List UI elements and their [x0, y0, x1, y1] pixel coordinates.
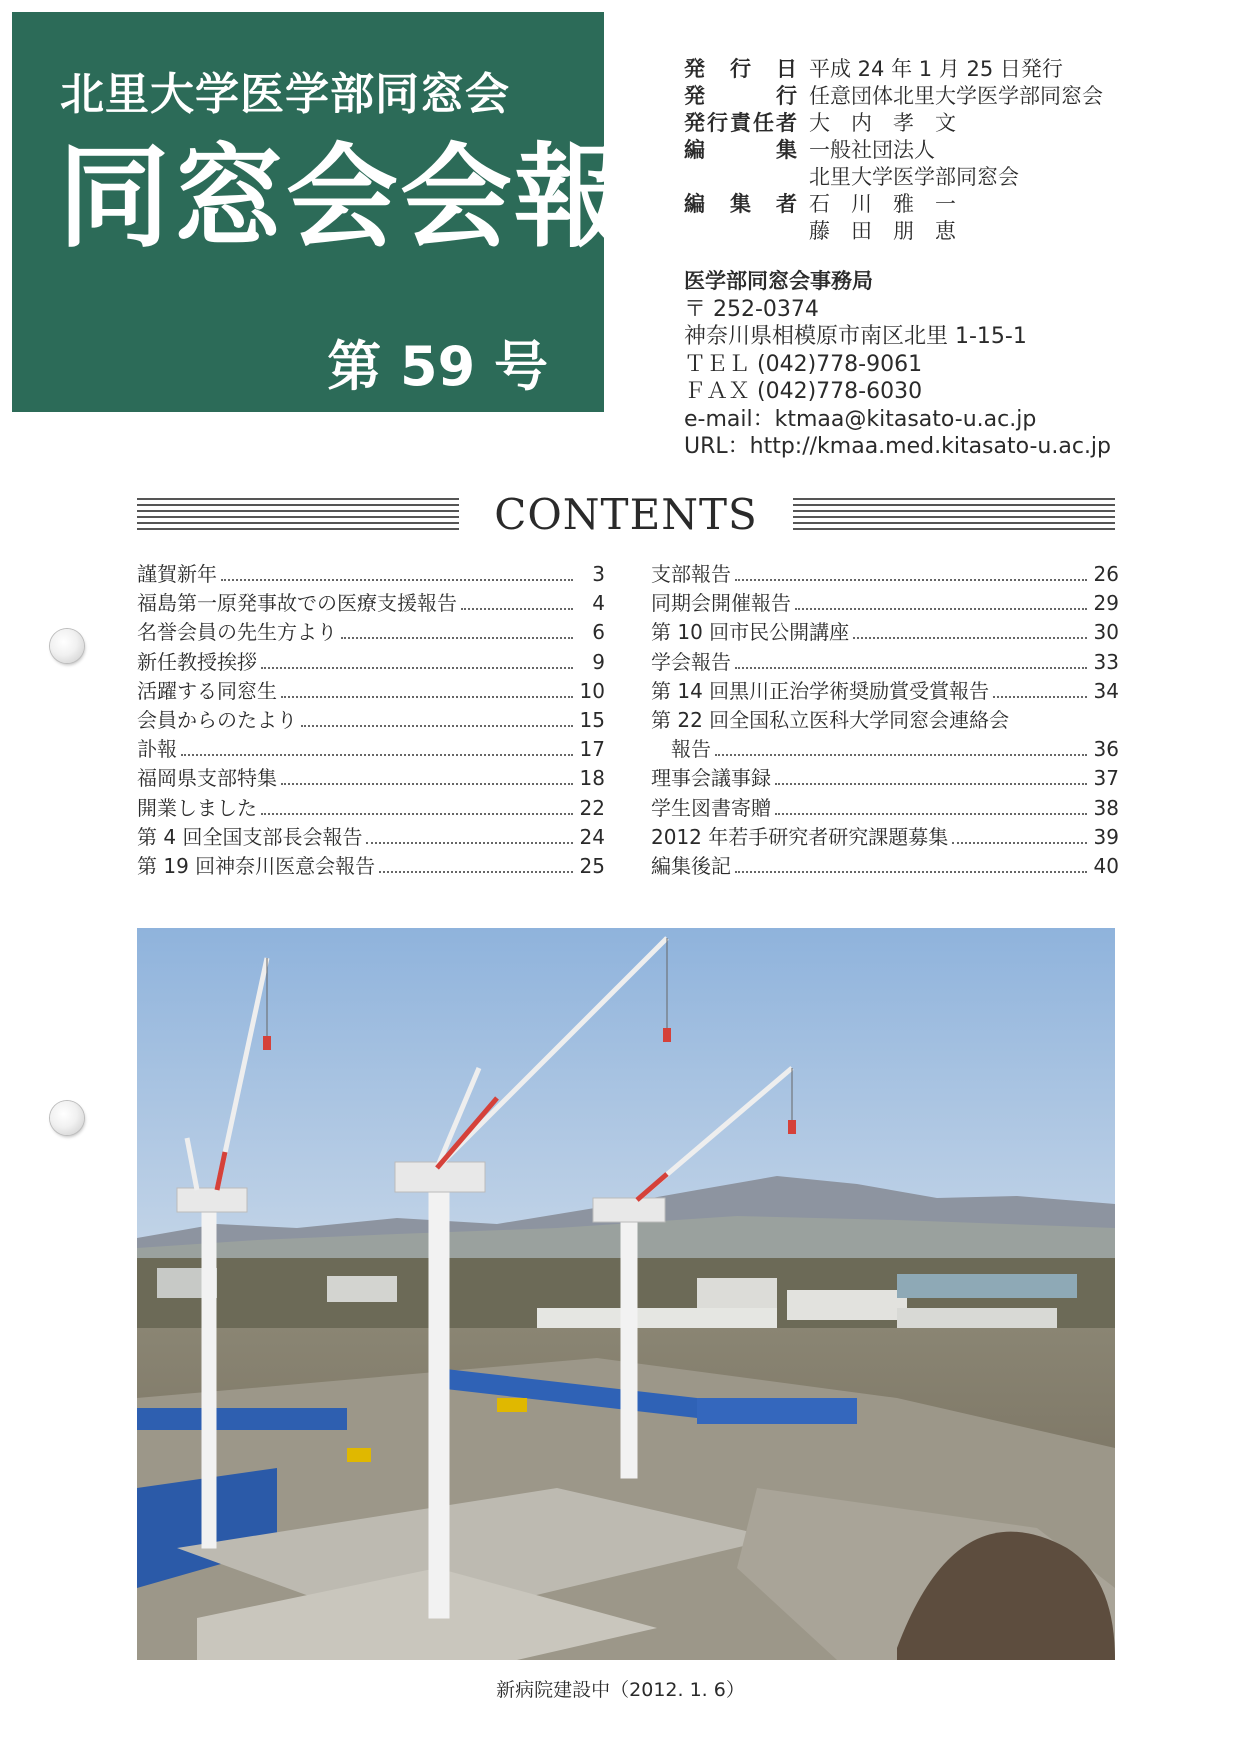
toc-entry[interactable]	[651, 764, 1119, 793]
toc-entry[interactable]	[651, 648, 1119, 677]
toc-entry[interactable]	[137, 823, 605, 852]
toc-entry[interactable]	[137, 735, 605, 764]
toc-entry[interactable]	[651, 706, 1119, 735]
binder-hole-bottom	[50, 1101, 84, 1135]
toc-leader-dots	[261, 813, 573, 815]
toc-entry[interactable]	[651, 794, 1119, 823]
toc-entry-title: 第 10 回市民公開講座	[651, 620, 850, 645]
office-contact	[684, 268, 1234, 461]
toc-entry-title: 第 19 回神奈川医意会報告	[137, 853, 376, 878]
newsletter-title: 同窓会会報	[58, 133, 628, 263]
toc-entry[interactable]	[137, 706, 605, 735]
colophon-label: 発行責任者	[684, 111, 797, 135]
toc-page-number: 29	[1093, 591, 1119, 616]
office-address: 神奈川県相模原市南区北里 1-15-1	[684, 324, 1027, 349]
toc-leader-dots	[853, 637, 1087, 639]
toc-entry-title: 名誉会員の先生方より	[137, 620, 337, 645]
toc-page-number: 25	[579, 853, 605, 878]
toc-entry-title: 新任教授挨拶	[137, 649, 257, 674]
toc-page-number: 10	[579, 678, 605, 703]
toc-entry-title: 福島第一原発事故での医療支援報告	[137, 591, 457, 616]
toc-leader-dots	[261, 667, 573, 669]
toc-entry-title: 学生図書寄贈	[651, 795, 771, 820]
toc-page-number: 26	[1093, 562, 1119, 586]
toc-entry-title: 活躍する同窓生	[137, 678, 277, 703]
colophon-value: 石 川 雅 一	[809, 192, 956, 216]
toc-entry-title: 福岡県支部特集	[137, 766, 277, 791]
office-email[interactable]: e-mail：ktmaa@kitasato-u.ac.jp	[684, 406, 1037, 432]
colophon-row	[684, 110, 1224, 137]
colophon-label: 編集者	[684, 192, 797, 216]
toc-entry-title: 謹賀新年	[137, 562, 217, 586]
toc-entry[interactable]	[651, 735, 1119, 764]
toc-leader-dots	[281, 783, 573, 785]
photo-caption: 新病院建設中（2012. 1. 6）	[496, 1679, 745, 1701]
office-name: 医学部同窓会事務局	[684, 269, 873, 293]
toc-entry[interactable]	[651, 560, 1119, 589]
toc-leader-dots	[775, 783, 1087, 785]
toc-entry[interactable]	[651, 823, 1119, 852]
office-url[interactable]: URL：http://kmaa.med.kitasato-u.ac.jp	[684, 434, 1112, 459]
binder-hole-top	[50, 629, 84, 663]
toc-entry[interactable]	[137, 677, 605, 706]
toc-page-number: 24	[579, 824, 605, 849]
toc-entry-title: 第 22 回全国私立医科大学同窓会連絡会	[651, 707, 1010, 732]
toc-leader-dots	[735, 579, 1087, 581]
toc-entry[interactable]	[651, 618, 1119, 647]
colophon-label: 発行日	[684, 57, 797, 81]
toc-entry-title: 同期会開催報告	[651, 591, 791, 616]
toc-entry[interactable]	[137, 764, 605, 793]
toc-entry-title: 第 4 回全国支部長会報告	[137, 824, 363, 849]
toc-page-number: 17	[579, 737, 605, 762]
colophon-row	[684, 137, 1224, 164]
colophon-row	[684, 164, 1224, 191]
toc-page-number: 38	[1093, 795, 1119, 820]
toc-leader-dots	[461, 608, 573, 610]
toc-leader-dots	[795, 608, 1087, 610]
toc-entry[interactable]	[137, 852, 605, 881]
toc-left-column	[137, 560, 605, 881]
heading-rule-right	[793, 498, 1115, 534]
colophon-row	[684, 56, 1224, 83]
toc-leader-dots	[993, 696, 1087, 698]
colophon-value: 任意団体北里大学医学部同窓会	[809, 84, 1103, 108]
toc-entry-title: 開業しました	[137, 795, 257, 820]
toc-leader-dots	[715, 754, 1087, 756]
toc-leader-dots	[379, 871, 573, 873]
organization-name: 北里大学医学部同窓会	[60, 69, 510, 120]
toc-leader-dots	[735, 667, 1087, 669]
toc-entry-title: 訃報	[137, 737, 177, 762]
toc-page-number: 6	[592, 620, 605, 645]
toc-leader-dots	[366, 842, 573, 844]
toc-entry-title: 支部報告	[651, 562, 731, 586]
colophon	[684, 56, 1224, 245]
masthead	[12, 12, 628, 412]
colophon-row	[684, 191, 1224, 218]
toc-entry[interactable]	[651, 852, 1119, 881]
toc-page-number: 30	[1093, 620, 1119, 645]
postal-code: 〒 252-0374	[684, 296, 819, 322]
toc-entry-title: 編集後記	[651, 853, 731, 878]
toc-leader-dots	[775, 813, 1087, 815]
toc-leader-dots	[221, 579, 573, 581]
toc-entry[interactable]	[651, 589, 1119, 618]
toc-right-column	[651, 560, 1119, 881]
contents-heading	[137, 490, 1115, 540]
colophon-row	[684, 218, 1224, 245]
toc-entry-title: 報告	[651, 737, 711, 762]
toc-page-number: 39	[1093, 824, 1119, 849]
issue-number: 第 59 号	[327, 335, 548, 398]
toc-entry-title: 会員からのたより	[137, 707, 297, 732]
office-tel: ＴＥＬ (042)778-9061	[684, 351, 923, 377]
colophon-value: 一般社団法人	[809, 138, 935, 162]
colophon-label: 発行	[684, 84, 797, 108]
toc-page-number: 18	[579, 766, 605, 791]
office-fax: ＦＡＸ (042)778-6030	[684, 379, 923, 404]
toc-leader-dots	[341, 637, 573, 639]
colophon-value: 大 内 孝 文	[809, 111, 956, 135]
toc-page-number: 40	[1093, 853, 1119, 878]
toc-entry[interactable]	[137, 560, 605, 589]
toc-entry[interactable]	[137, 618, 605, 647]
toc-entry-title: 学会報告	[651, 649, 731, 674]
toc-leader-dots	[301, 725, 573, 727]
toc-page-number: 34	[1093, 678, 1119, 703]
toc-page-number: 9	[592, 649, 605, 674]
toc-entry-title: 理事会議事録	[651, 766, 771, 791]
colophon-value: 北里大学医学部同窓会	[809, 165, 1019, 189]
construction-photo	[137, 928, 1115, 1660]
colophon-label: 編集	[684, 138, 797, 162]
toc-leader-dots	[281, 696, 573, 698]
colophon-value: 藤 田 朋 恵	[809, 219, 956, 243]
toc-entry[interactable]	[651, 677, 1119, 706]
toc-leader-dots	[735, 871, 1087, 873]
colophon-label	[684, 218, 797, 245]
toc-page-number: 22	[579, 795, 605, 820]
toc-page-number: 4	[592, 591, 605, 616]
toc-page-number: 15	[579, 707, 605, 732]
toc-page-number: 3	[592, 562, 605, 586]
toc-entry-title: 第 14 回黒川正治学術奨励賞受賞報告	[651, 678, 990, 703]
toc-entry-title: 2012 年若手研究者研究課題募集	[651, 824, 949, 849]
toc-page-number: 33	[1093, 649, 1119, 674]
colophon-label	[684, 164, 797, 191]
colophon-row	[684, 83, 1224, 110]
toc-leader-dots	[952, 842, 1087, 844]
toc-entry[interactable]	[137, 794, 605, 823]
toc-entry[interactable]	[137, 589, 605, 618]
toc-leader-dots	[181, 754, 573, 756]
contents-title: CONTENTS	[494, 490, 758, 539]
colophon-value: 平成 24 年 1 月 25 日発行	[809, 57, 1063, 81]
toc-page-number: 37	[1093, 766, 1119, 791]
toc-page-number: 36	[1093, 737, 1119, 762]
toc-entry[interactable]	[137, 648, 605, 677]
